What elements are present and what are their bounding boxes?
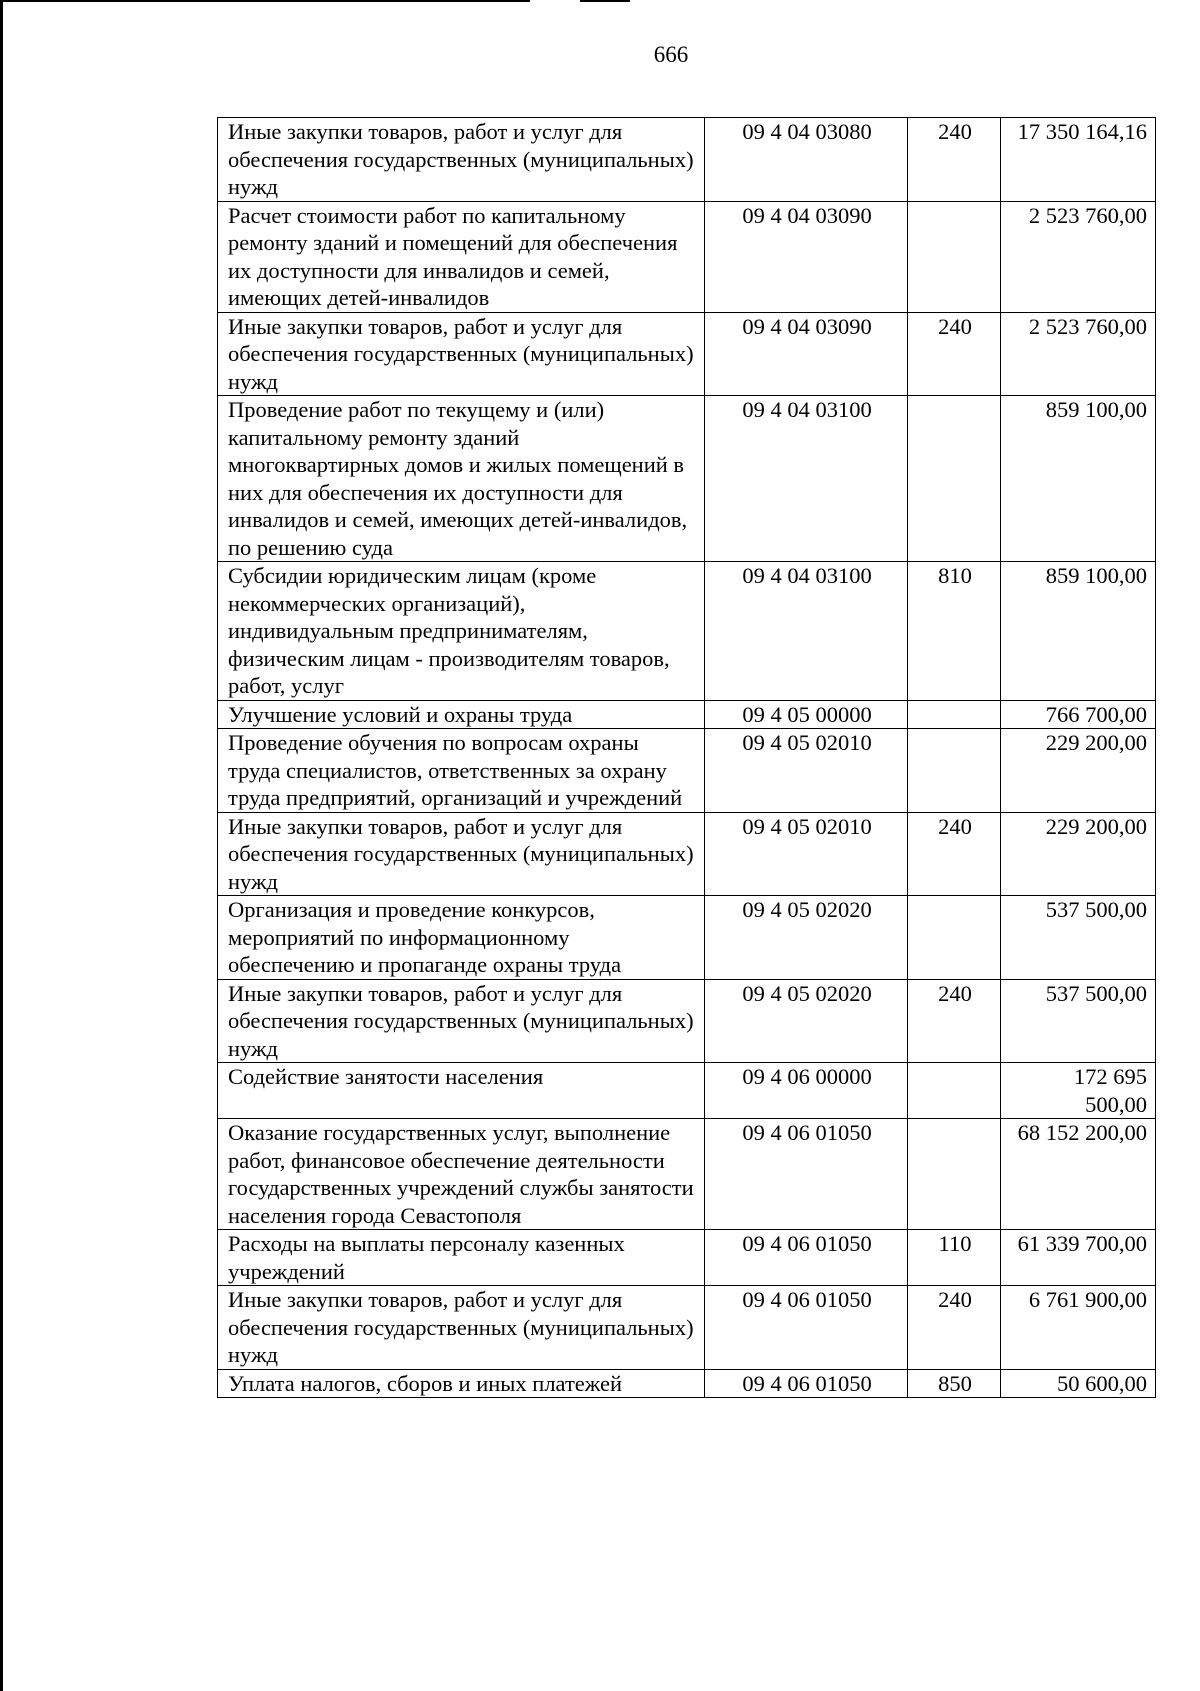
row-name-cell: Субсидии юридическим лицам (кроме некоммерческих организаций), индивидуальным предпринимателям, физическим лицам - производителям товаров, работ, услуг <box>218 562 705 701</box>
row-code-cell: 09 4 06 01050 <box>705 1230 908 1286</box>
row-type-cell <box>908 896 1001 980</box>
row-type-cell: 240 <box>908 812 1001 896</box>
table-row <box>218 1369 1156 1398</box>
row-code-cell: 09 4 06 00000 <box>705 1063 908 1119</box>
row-sum-cell: 229 200,00 <box>1001 812 1156 896</box>
table-row <box>218 562 1156 701</box>
row-name-cell: Улучшение условий и охраны труда <box>218 700 705 729</box>
row-type-cell <box>908 729 1001 813</box>
table-row <box>218 312 1156 396</box>
row-sum-cell: 766 700,00 <box>1001 700 1156 729</box>
table-row <box>218 700 1156 729</box>
row-code-cell: 09 4 06 01050 <box>705 1286 908 1370</box>
row-type-cell: 240 <box>908 979 1001 1063</box>
row-sum-cell: 859 100,00 <box>1001 396 1156 562</box>
table-row <box>218 201 1156 312</box>
row-type-cell: 240 <box>908 118 1001 202</box>
row-code-cell: 09 4 04 03090 <box>705 312 908 396</box>
row-code-cell: 09 4 04 03100 <box>705 562 908 701</box>
table-row <box>218 729 1156 813</box>
row-name-cell: Иные закупки товаров, работ и услуг для обеспечения государственных (муниципальных) нужд <box>218 1286 705 1370</box>
scan-edge-top-mark <box>580 0 630 2</box>
row-code-cell: 09 4 05 02010 <box>705 729 908 813</box>
row-sum-cell: 68 152 200,00 <box>1001 1119 1156 1230</box>
table-row <box>218 896 1156 980</box>
row-name-cell: Содействие занятости населения <box>218 1063 705 1119</box>
row-type-cell: 240 <box>908 1286 1001 1370</box>
table-row <box>218 1119 1156 1230</box>
row-code-cell: 09 4 04 03080 <box>705 118 908 202</box>
row-code-cell: 09 4 05 02020 <box>705 896 908 980</box>
table-row <box>218 979 1156 1063</box>
row-type-cell: 240 <box>908 312 1001 396</box>
row-code-cell: 09 4 04 03100 <box>705 396 908 562</box>
budget-table-body <box>218 118 1156 1398</box>
table-row <box>218 118 1156 202</box>
budget-table <box>217 117 1156 1398</box>
row-sum-cell: 172 695 500,00 <box>1001 1063 1156 1119</box>
row-sum-cell: 229 200,00 <box>1001 729 1156 813</box>
row-code-cell: 09 4 04 03090 <box>705 201 908 312</box>
page-number: 666 <box>653 42 689 67</box>
row-name-cell: Оказание государственных услуг, выполнение работ, финансовое обеспечение деятельности государственных учреждений службы занятости населения города Севастополя <box>218 1119 705 1230</box>
row-code-cell: 09 4 06 01050 <box>705 1119 908 1230</box>
row-type-cell: 110 <box>908 1230 1001 1286</box>
row-type-cell <box>908 201 1001 312</box>
row-sum-cell: 2 523 760,00 <box>1001 201 1156 312</box>
row-type-cell <box>908 1063 1001 1119</box>
row-sum-cell: 2 523 760,00 <box>1001 312 1156 396</box>
row-sum-cell: 537 500,00 <box>1001 979 1156 1063</box>
table-row <box>218 1230 1156 1286</box>
row-sum-cell: 17 350 164,16 <box>1001 118 1156 202</box>
row-name-cell: Расходы на выплаты персоналу казенных учреждений <box>218 1230 705 1286</box>
row-sum-cell: 859 100,00 <box>1001 562 1156 701</box>
scan-edge-left <box>0 0 3 1691</box>
row-type-cell: 810 <box>908 562 1001 701</box>
row-sum-cell: 50 600,00 <box>1001 1369 1156 1398</box>
row-name-cell: Проведение обучения по вопросам охраны труда специалистов, ответственных за охрану труда предприятий, организаций и учреждений <box>218 729 705 813</box>
table-row <box>218 1286 1156 1370</box>
row-type-cell <box>908 700 1001 729</box>
table-row <box>218 396 1156 562</box>
row-name-cell: Расчет стоимости работ по капитальному ремонту зданий и помещений для обеспечения их доступности для инвалидов и семей, имеющих детей-инвалидов <box>218 201 705 312</box>
row-sum-cell: 537 500,00 <box>1001 896 1156 980</box>
row-type-cell <box>908 396 1001 562</box>
scan-edge-top <box>0 0 530 2</box>
row-name-cell: Иные закупки товаров, работ и услуг для обеспечения государственных (муниципальных) нужд <box>218 979 705 1063</box>
row-type-cell <box>908 1119 1001 1230</box>
row-name-cell: Иные закупки товаров, работ и услуг для обеспечения государственных (муниципальных) нужд <box>218 312 705 396</box>
row-name-cell: Иные закупки товаров, работ и услуг для обеспечения государственных (муниципальных) нужд <box>218 118 705 202</box>
row-sum-cell: 61 339 700,00 <box>1001 1230 1156 1286</box>
table-row <box>218 1063 1156 1119</box>
row-code-cell: 09 4 05 02010 <box>705 812 908 896</box>
row-name-cell: Уплата налогов, сборов и иных платежей <box>218 1369 705 1398</box>
row-sum-cell: 6 761 900,00 <box>1001 1286 1156 1370</box>
row-type-cell: 850 <box>908 1369 1001 1398</box>
row-code-cell: 09 4 05 00000 <box>705 700 908 729</box>
row-name-cell: Организация и проведение конкурсов, мероприятий по информационному обеспечению и пропаганде охраны труда <box>218 896 705 980</box>
row-code-cell: 09 4 06 01050 <box>705 1369 908 1398</box>
row-code-cell: 09 4 05 02020 <box>705 979 908 1063</box>
row-name-cell: Проведение работ по текущему и (или) капитальному ремонту зданий многоквартирных домов и жилых помещений в них для обеспечения их доступности для инвалидов и семей, имеющих детей-инвалидов, по решению суда <box>218 396 705 562</box>
table-row <box>218 812 1156 896</box>
row-name-cell: Иные закупки товаров, работ и услуг для обеспечения государственных (муниципальных) нужд <box>218 812 705 896</box>
